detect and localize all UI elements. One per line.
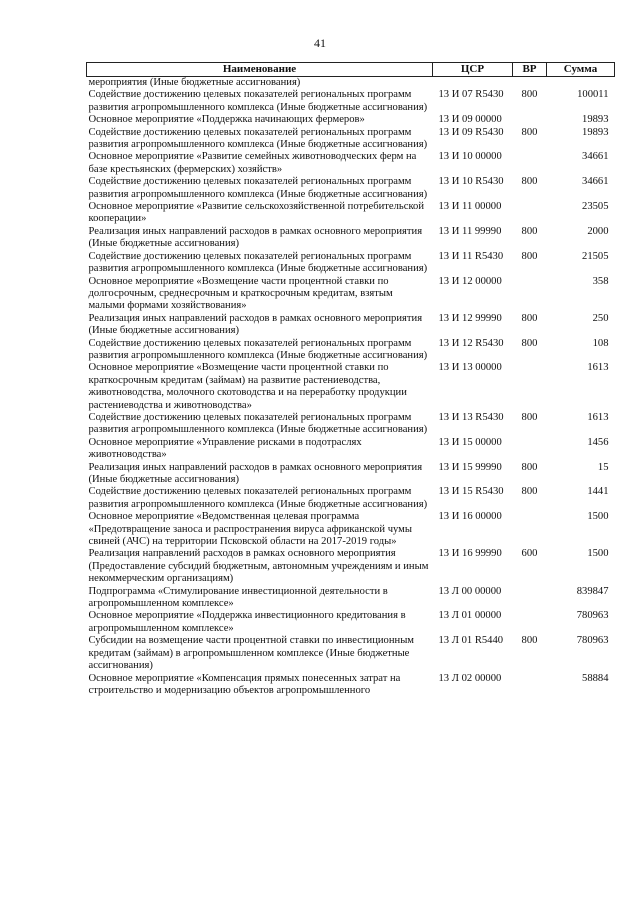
- row-sum: 358: [592, 275, 609, 287]
- table-body: [87, 77, 615, 698]
- row-name: Реализация иных направлений расходов в рамках основного мероприятия (Иные бюджетные ассигнования): [88, 461, 423, 485]
- row-name: Основное мероприятие «Компенсация прямых понесенных затрат на строительство и модернизацию объектов агропромышленного: [88, 672, 401, 696]
- row-name: Основное мероприятие «Поддержка начинающих фермеров»: [88, 114, 365, 126]
- row-vr: 800: [521, 89, 538, 101]
- row-name: Реализация направлений расходов в рамках основного мероприятия (Предоставление субсидий бюджетным, автономным учреждениям и иным некоммерческим организациям): [88, 548, 429, 585]
- row-csr: 13 И 10 00000: [438, 151, 502, 163]
- row-vr: 800: [521, 312, 538, 324]
- row-csr: 13 Л 01 00000: [438, 610, 502, 622]
- row-vr: 800: [521, 635, 538, 647]
- row-sum: 780963: [576, 635, 609, 647]
- row-vr: 800: [521, 337, 538, 349]
- row-sum: 100011: [577, 89, 609, 101]
- row-vr: 600: [521, 548, 538, 560]
- row-csr: 13 Л 02 00000: [438, 672, 502, 684]
- row-vr: 800: [521, 225, 538, 237]
- row-name: Основное мероприятие «Развитие семейных животноводческих ферм на базе крестьянских (фермерских) хозяйств»: [88, 151, 417, 175]
- row-vr: [513, 437, 547, 462]
- row-sum: 1613: [587, 362, 609, 374]
- row-csr: 13 И 13 00000: [438, 362, 502, 374]
- row-name: Содействие достижению целевых показателей региональных программ развития агропромышленного комплекса (Иные бюджетные ассигнования): [88, 89, 428, 113]
- row-csr: 13 И 11 R5430: [438, 250, 504, 262]
- table-row: [87, 511, 615, 548]
- row-vr: [513, 114, 547, 126]
- row-name: Основное мероприятие «Возмещение части процентной ставки по долгосрочным, среднесрочным и краткосрочным кредитам, взятым малыми формами хозяйствования»: [88, 275, 393, 312]
- row-csr: 13 И 11 99990: [438, 225, 502, 237]
- row-vr: 800: [521, 126, 538, 138]
- row-csr: 13 И 13 R5430: [438, 411, 504, 423]
- table-row: [87, 586, 615, 611]
- table-row: [87, 276, 615, 313]
- row-vr: [513, 586, 547, 611]
- row-sum: 2000: [587, 225, 609, 237]
- table-row: [87, 77, 615, 90]
- row-name: Субсидии на возмещение части процентной ставки по инвестиционным кредитам (займам) в агропромышленном комплексе (Иные бюджетные ассигнования): [88, 635, 415, 672]
- row-sum: 1500: [587, 511, 609, 523]
- row-name: Содействие достижению целевых показателей региональных программ развития агропромышленного комплекса (Иные бюджетные ассигнования): [88, 486, 428, 510]
- table-row: [87, 114, 615, 126]
- row-csr: 13 И 12 99990: [438, 312, 502, 324]
- row-csr: 13 Л 01 R5440: [438, 635, 504, 647]
- table-header-row: [87, 63, 615, 77]
- row-csr: 13 И 16 99990: [438, 548, 502, 560]
- row-sum: 780963: [576, 610, 609, 622]
- row-csr: 13 И 15 R5430: [438, 486, 504, 498]
- table-row: [87, 201, 615, 226]
- row-sum: 250: [592, 312, 609, 324]
- table-row: [87, 151, 615, 176]
- row-vr: 800: [521, 176, 538, 188]
- row-csr: 13 И 09 R5430: [438, 126, 504, 138]
- row-vr: 800: [521, 250, 538, 262]
- row-name: Основное мероприятие «Управление рисками в подотраслях животноводства»: [88, 436, 362, 461]
- row-csr: 13 Л 00 00000: [438, 585, 502, 597]
- table-row: [87, 176, 615, 201]
- row-name: Содействие достижению целевых показателей региональных программ развития агропромышленного комплекса (Иные бюджетные ассигнования): [88, 176, 428, 200]
- table-row: [87, 226, 615, 251]
- table-row: [87, 362, 615, 412]
- row-vr: 800: [521, 411, 538, 423]
- table-row: [87, 462, 615, 487]
- row-sum: 58884: [582, 672, 609, 684]
- row-csr: 13 И 11 00000: [438, 201, 502, 213]
- header-vr: ВР: [513, 63, 547, 77]
- table-row: [87, 313, 615, 338]
- row-name: Содействие достижению целевых показателей региональных программ развития агропромышленного комплекса (Иные бюджетные ассигнования): [88, 126, 428, 151]
- table-row: [87, 412, 615, 437]
- row-sum: [547, 77, 615, 90]
- row-csr: 13 И 07 R5430: [438, 89, 504, 101]
- row-sum: 1456: [587, 436, 609, 448]
- row-name: Содействие достижению целевых показателей региональных программ развития агропромышленного комплекса (Иные бюджетные ассигнования): [88, 250, 428, 275]
- row-sum: 21505: [582, 250, 609, 262]
- row-vr: 800: [521, 486, 538, 498]
- budget-table: [86, 62, 615, 697]
- row-name: Основное мероприятие «Поддержка инвестиционного кредитования в агропромышленном комплексе»: [88, 610, 406, 634]
- row-sum: 34661: [582, 176, 609, 188]
- row-csr: 13 И 15 00000: [438, 436, 502, 448]
- row-sum: 23505: [582, 201, 609, 213]
- row-vr: [513, 151, 547, 176]
- row-sum: 1500: [587, 548, 609, 560]
- row-csr: 13 И 16 00000: [438, 511, 502, 523]
- row-name: Содействие достижению целевых показателей региональных программ развития агропромышленного комплекса (Иные бюджетные ассигнования): [88, 337, 428, 361]
- row-name: Основное мероприятие «Развитие сельскохозяйственной потребительской кооперации»: [88, 201, 425, 225]
- row-vr: [513, 673, 547, 698]
- row-name: Реализация иных направлений расходов в рамках основного мероприятия (Иные бюджетные ассигнования): [88, 225, 423, 250]
- row-vr: [513, 276, 547, 313]
- row-sum: 15: [597, 461, 609, 473]
- row-sum: 108: [592, 337, 609, 349]
- row-name: Подпрограмма «Стимулирование инвестиционной деятельности в агропромышленном комплексе»: [88, 585, 388, 610]
- table-row: [87, 673, 615, 698]
- row-vr: [513, 610, 547, 635]
- row-sum: 34661: [582, 151, 609, 163]
- header-name: Наименование: [87, 63, 433, 77]
- row-sum: 839847: [576, 585, 609, 597]
- row-name: Реализация иных направлений расходов в рамках основного мероприятия (Иные бюджетные ассигнования): [88, 312, 423, 337]
- row-vr: 800: [521, 461, 538, 473]
- header-csr: ЦСР: [433, 63, 513, 77]
- row-vr: [513, 77, 547, 90]
- row-csr: 13 И 15 99990: [438, 461, 502, 473]
- row-csr: [433, 77, 513, 90]
- header-sum: Сумма: [547, 63, 615, 77]
- row-csr: 13 И 10 R5430: [438, 176, 504, 188]
- row-csr: 13 И 09 00000: [438, 114, 502, 126]
- table-row: [87, 127, 615, 152]
- row-sum: 19893: [582, 126, 609, 138]
- row-name: мероприятия (Иные бюджетные ассигнования): [88, 77, 301, 88]
- table-row: [87, 89, 615, 114]
- table-row: [87, 251, 615, 276]
- table-row: [87, 338, 615, 363]
- table-row: [87, 486, 615, 511]
- table-row: [87, 635, 615, 672]
- table-row: [87, 610, 615, 635]
- row-sum: 1613: [587, 411, 609, 423]
- row-vr: [513, 201, 547, 226]
- row-vr: [513, 362, 547, 412]
- row-csr: 13 И 12 00000: [438, 275, 502, 287]
- row-sum: 19893: [582, 114, 609, 126]
- row-name: Содействие достижению целевых показателей региональных программ развития агропромышленного комплекса (Иные бюджетные ассигнования): [88, 411, 428, 436]
- row-name: Основное мероприятие «Ведомственная целевая программа «Предотвращение заноса и распространения вируса африканской чумы свиней (АЧС) на территории Псковской области на 2017-2019 годы»: [88, 511, 412, 548]
- row-csr: 13 И 12 R5430: [438, 337, 504, 349]
- page-number: 41: [314, 36, 326, 50]
- row-sum: 1441: [587, 486, 609, 498]
- row-vr: [513, 511, 547, 548]
- table-row: [87, 437, 615, 462]
- row-name: Основное мероприятие «Возмещение части процентной ставки по краткосрочным кредитам (займам) на развитие растениеводства, животноводства, молочного скотоводства и на переработку продукции растениеводства и животноводства»: [88, 362, 407, 411]
- table-row: [87, 548, 615, 585]
